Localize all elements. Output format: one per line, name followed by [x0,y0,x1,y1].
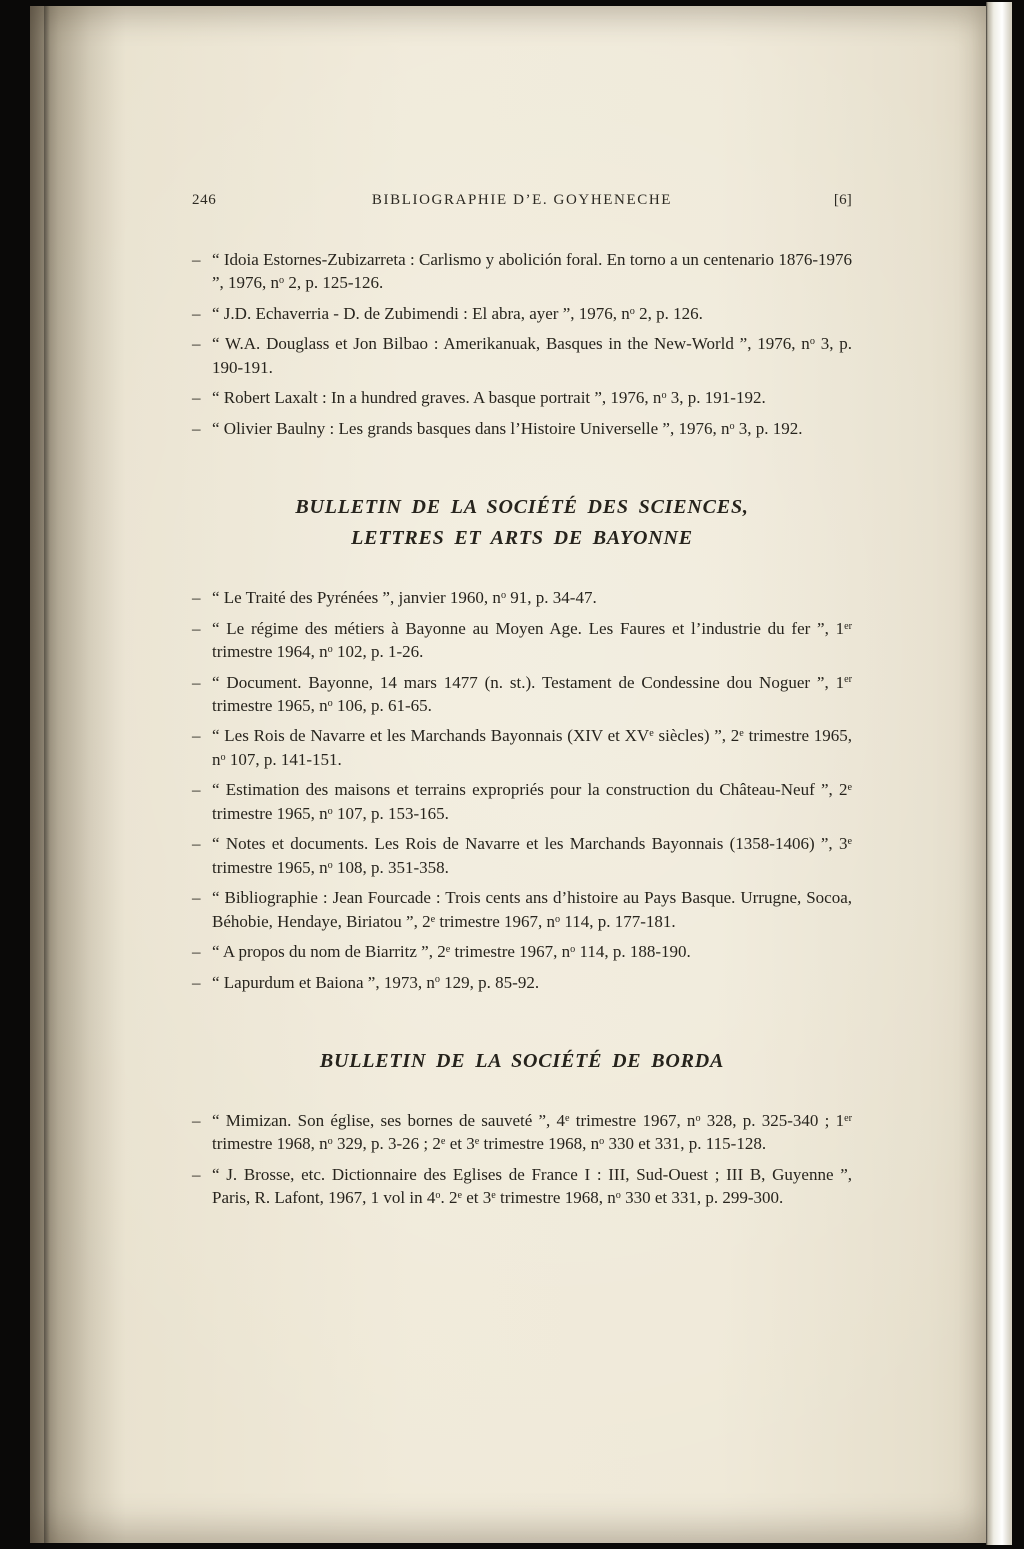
bibliography-entry [192,778,852,825]
entry-text: “ Estimation des maisons et terrains expropriés pour la construction du Château-Neuf ”, 2e trimestre 1965, $n^o$ 107, p. 153-165. [212,780,852,823]
bibliography-entry [192,617,852,664]
superscript: er [844,620,852,632]
book-page [30,6,986,1543]
superscript: e [491,1190,496,1202]
superscript: e [847,782,852,794]
entry-dash-marker: – [192,588,201,608]
bibliography-entry [192,724,852,771]
bibliography-entry [192,832,852,879]
superscript: o [555,913,561,925]
entry-dash-marker: – [192,418,201,438]
entry-text: “ A propos du nom de Biarritz ”, 2e trimestre 1967, $n^o$ 114, p. 188-190. [212,942,691,962]
superscript: o [327,643,333,655]
bibliography-entry [192,971,852,994]
page-number: 246 [192,192,217,208]
superscript: e [440,1136,446,1148]
entry-dash-marker: – [192,250,201,269]
superscript: o [434,974,440,986]
superscript: er [844,674,852,686]
entry-text: “ Idoia Estornes-Zubizarreta : Carlismo y abolición foral. En torno a un centenario 1876-1976 ”, 1976, $n^o$ 2, p. 125-126. [212,250,852,293]
bibliography-entry [192,386,852,409]
bibliography-entry [192,671,852,718]
superscript: e [565,1112,570,1124]
entry-text: “ Le régime des métiers à Bayonne au Moyen Age. Les Faures et l’industrie du fer ”, 1er trimestre 1964, $n^o$ 102, p. 1-26. [212,618,852,662]
superscript: o [629,305,635,317]
superscript: o [661,390,667,402]
bibliography-entry [192,1163,852,1210]
entry-dash-marker: – [192,780,201,800]
bibliography-entry [192,332,852,379]
section-heading [192,492,852,554]
entry-dash-marker: – [192,834,201,854]
bibliography-entry [192,586,852,609]
superscript: e [457,1190,462,1202]
entry-dash-marker: – [192,334,201,354]
bibliography-entry [192,248,852,295]
entry-dash-marker: – [192,618,201,638]
superscript: o [327,697,333,709]
superscript: o [220,751,226,763]
folio-mark: [6] [833,192,852,208]
entry-dash-marker: – [192,388,201,408]
entry-dash-marker: – [192,726,201,746]
superscript: e [847,836,852,848]
superscript: o [695,1112,701,1124]
superscript: o [570,943,576,955]
entry-text: “ J.D. Echaverria - D. de Zubimendi : El abra, ayer ”, 1976, $n^o$ 2, p. 126. [212,303,703,323]
entry-text: “ Mimizan. Son église, ses bornes de sauveté ”, 4e trimestre 1967, $n^o$ 328, p. 325-340 ; 1er trimestre 1968, $n^o$ 329, p. 3-26 ; 2e et 3e trimestre 1968, $n^o$ 330 et 331, p. 115-128. [212,1110,852,1154]
bibliography-entry [192,940,852,963]
superscript: o [615,1190,621,1202]
entry-text: “ Lapurdum et Baiona ”, 1973, $n^o$ 129, p. 85-92. [212,972,540,992]
section-heading-line: LETTRES ET ARTS DE BAYONNE [351,527,693,550]
superscript: e [445,943,451,955]
next-page-edge [986,2,1012,1545]
entry-text: “ Robert Laxalt : In a hundred graves. A basque portrait ”, 1976, $n^o$ 3, p. 191-192. [212,388,766,408]
entry-text: “ Notes et documents. Les Rois de Navarre et les Marchands Bayonnais (1358-1406) ”, 3e trimestre 1965, $n^o$ 108, p. 351-358. [212,834,852,877]
superscript: e [474,1136,480,1148]
entry-text: “ Le Traité des Pyrénées ”, janvier 1960, $n^o$ 91, p. 34-47. [212,588,597,608]
superscript: e [649,728,654,740]
superscript: o [729,420,735,432]
section-heading-line: BULLETIN DE LA SOCIÉTÉ DE BORDA [319,1049,725,1072]
superscript: o [500,590,507,602]
superscript: o [279,275,285,287]
entry-text: “ Bibliographie : Jean Fourcade : Trois cents ans d’histoire au Pays Basque. Urrugne, Socoa, Béhobie, Hendaye, Biriatou ”, 2e trimestre 1967, $n^o$ 114, p. 177-181. [212,888,852,931]
entry-dash-marker: – [192,1110,201,1130]
binding-crease [44,6,50,1543]
superscript: o [327,859,333,871]
superscript: er [844,1112,852,1124]
entry-text: “ Document. Bayonne, 14 mars 1477 (n. st.). Testament de Condessine dou Noguer ”, 1er trimestre 1965, $n^o$ 106, p. 61-65. [212,672,852,715]
entry-dash-marker: – [192,1164,201,1184]
superscript: o [599,1136,605,1148]
running-title: BIBLIOGRAPHIE D’E. GOYHENECHE [371,192,673,208]
running-head [192,192,852,209]
bibliography-entry [192,1109,852,1156]
superscript: o [327,805,333,817]
bibliography-entry [192,302,852,325]
superscript: o [327,1136,333,1148]
entry-dash-marker: – [192,942,201,962]
entry-text: “ Olivier Baulny : Les grands basques dans l’Histoire Universelle ”, 1976, $n^o$ 3, p. 192. [212,418,803,438]
entry-text: “ W.A. Douglass et Jon Bilbao : Amerikanuak, Basques in the New-World ”, 1976, $n^o$ 3, p. 190-191. [212,334,853,377]
section-heading [192,1046,852,1077]
superscript: e [430,913,436,925]
bibliography-content [192,248,852,1217]
entry-text: “ J. Brosse, etc. Dictionnaire des Eglises de France I : III, Sud-Ouest ; III B, Guyenne ”, Paris, R. Lafont, 1967, 1 vol in 4$^o$. 2e et 3e trimestre 1968, $n^o$ 330 et 331, p. 299-300. [212,1164,852,1208]
bibliography-entry [192,886,852,933]
entry-dash-marker: – [192,888,201,908]
superscript: e [739,728,744,740]
section-heading-line: BULLETIN DE LA SOCIÉTÉ DES SCIENCES, [295,496,749,519]
superscript: o [435,1190,441,1202]
entry-dash-marker: – [192,972,201,992]
entry-dash-marker: – [192,672,201,692]
binding-shadow [30,6,126,1543]
superscript: o [809,336,815,348]
entry-text: “ Les Rois de Navarre et les Marchands Bayonnais (XIV et XVe siècles) ”, 2e trimestre 1965, $n^o$ 107, p. 141-151. [212,726,853,769]
entry-dash-marker: – [192,303,201,323]
bibliography-entry [192,417,852,440]
